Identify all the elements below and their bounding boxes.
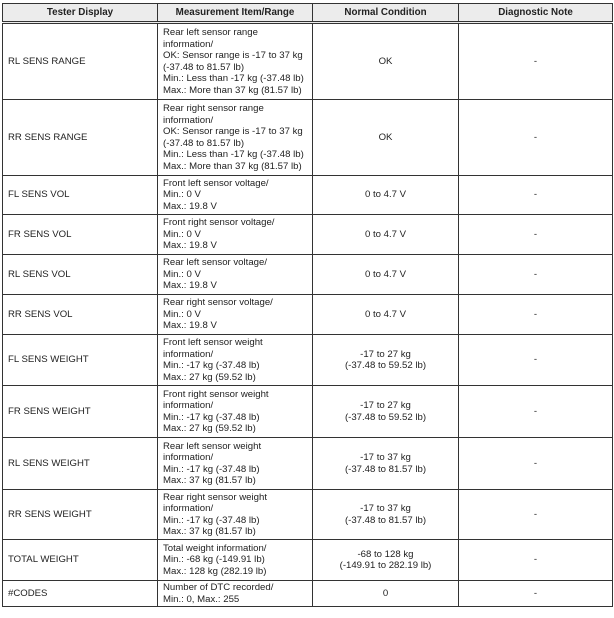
measurement-line: (-37.48 to 81.57 lb) [163,61,245,73]
normal-condition-cell [313,490,459,540]
tester-display-cell: RL SENS VOL [3,255,158,295]
measurement-line: Total weight information/ [163,542,267,554]
measurement-line: Front left sensor voltage/ [163,177,269,189]
measurement-item-cell [158,23,313,100]
normal-condition-cell [313,215,459,255]
measurement-line: Max.: 19.8 V [163,240,217,252]
table-row [3,540,613,581]
measurement-line: Front left sensor weight [163,337,263,348]
normal-condition-cell [313,100,459,176]
measurement-item-cell [158,255,313,295]
table-row [3,295,613,335]
header-diagnostic-note: Diagnostic Note [459,4,613,23]
measurement-line: Min.: -17 kg (-37.48 lb) [163,360,260,371]
measurement-item-cell [158,100,313,176]
tester-display-cell: RL SENS RANGE [3,23,158,100]
measurement-item-cell [158,295,313,335]
measurement-line: Min.: -17 kg (-37.48 lb) [163,514,260,526]
measurement-line: Min.: 0, Max.: 255 [163,593,240,605]
measurement-line: Number of DTC recorded/ [163,582,274,593]
header-normal-condition: Normal Condition [313,4,459,23]
normal-condition-cell [313,176,459,215]
table-row [3,438,613,490]
diagnostic-note-cell: - [459,335,613,386]
tester-display-cell: FL SENS WEIGHT [3,335,158,386]
measurement-item-cell [158,215,313,255]
normal-condition-line: -17 to 37 kg [360,452,411,463]
measurement-item-cell [158,438,313,490]
measurement-line: Max.: More than 37 kg (81.57 lb) [163,84,302,96]
measurement-line: Max.: 19.8 V [163,200,217,212]
table-row [3,335,613,386]
measurement-line: Rear left sensor weight [163,440,262,452]
normal-condition-line: -17 to 37 kg [360,503,411,514]
normal-condition-line: (-37.48 to 81.57 lb) [344,463,427,475]
tester-display-cell: TOTAL WEIGHT [3,540,158,581]
measurement-line: Min.: -17 kg (-37.48 lb) [163,411,260,423]
tester-display-cell: RL SENS WEIGHT [3,438,158,490]
table-header-row [3,4,613,23]
normal-condition-line: 0 to 4.7 V [364,308,407,320]
normal-condition-cell [313,581,459,607]
tester-display-cell: RR SENS RANGE [3,100,158,176]
tester-display-cell: FR SENS WEIGHT [3,386,158,438]
measurement-line: information/ [163,400,214,411]
normal-condition-line: -17 to 27 kg [360,400,411,411]
table-row [3,386,613,438]
normal-condition-cell [313,23,459,100]
measurement-line: Max.: 37 kg (81.57 lb) [163,526,256,537]
header-tester-display: Tester Display [3,4,158,23]
diagnostic-note-cell: - [459,255,613,295]
normal-condition-line: -68 to 128 kg [357,548,414,560]
measurement-line: Min.: 0 V [163,308,201,320]
measurement-line: Rear right sensor range [163,103,264,114]
measurement-line: Max.: 128 kg (282.19 lb) [163,565,267,577]
measurement-line: Min.: Less than -17 kg (-37.48 lb) [163,73,304,84]
measurement-line: (-37.48 to 81.57 lb) [163,137,245,149]
normal-condition-line: 0 to 4.7 V [364,228,407,240]
measurement-line: Rear left sensor range [163,27,258,38]
tester-display-cell: FR SENS VOL [3,215,158,255]
tester-display-cell: #CODES [3,581,158,607]
measurement-line: Max.: 27 kg (59.52 lb) [163,371,256,383]
diagnostic-note-cell: - [459,490,613,540]
measurement-line: Front right sensor voltage/ [163,217,275,229]
normal-condition-line: OK [378,131,393,143]
normal-condition-line: (-37.48 to 59.52 lb) [344,360,427,371]
diagnostic-note-cell: - [459,438,613,490]
measurement-line: information/ [163,452,214,463]
measurement-line: Rear right sensor weight [163,491,267,503]
measurement-line: Min.: -17 kg (-37.48 lb) [163,463,260,475]
normal-condition-line: (-37.48 to 81.57 lb) [344,514,427,526]
measurement-item-cell [158,176,313,215]
measurement-line: Max.: More than 37 kg (81.57 lb) [163,160,302,172]
measurement-line: Max.: 19.8 V [163,280,217,292]
normal-condition-line: 0 to 4.7 V [364,268,407,280]
measurement-line: Min.: 0 V [163,268,201,280]
table-row [3,176,613,215]
normal-condition-cell [313,255,459,295]
diagnostic-note-cell: - [459,215,613,255]
normal-condition-line: (-149.91 to 282.19 lb) [339,560,432,571]
measurement-line: Min.: 0 V [163,189,201,201]
measurement-item-cell [158,540,313,581]
diagnostic-note-cell: - [459,295,613,335]
measurement-line: Min.: 0 V [163,228,201,240]
normal-condition-line: OK [378,55,393,67]
tester-display-cell: RR SENS WEIGHT [3,490,158,540]
normal-condition-cell [313,335,459,386]
normal-condition-line: (-37.48 to 59.52 lb) [344,411,427,423]
diagnostic-note-cell: - [459,100,613,176]
measurement-line: OK: Sensor range is -17 to 37 kg [163,126,303,137]
measurement-line: information/ [163,38,214,50]
normal-condition-cell [313,438,459,490]
table-row [3,490,613,540]
measurement-line: OK: Sensor range is -17 to 37 kg [163,50,303,61]
diagnostic-note-cell: - [459,581,613,607]
table-row [3,255,613,295]
diagnostic-note-cell: - [459,176,613,215]
measurement-line: Front right sensor weight [163,388,269,400]
normal-condition-line: -17 to 27 kg [360,348,411,360]
measurement-line: information/ [163,348,214,360]
measurement-item-cell [158,335,313,386]
measurement-line: Rear left sensor voltage/ [163,257,267,269]
diagnostic-note-cell: - [459,540,613,581]
measurement-line: Max.: 27 kg (59.52 lb) [163,423,256,434]
measurement-line: Rear right sensor voltage/ [163,297,273,309]
measurement-line: information/ [163,503,214,514]
table-row [3,100,613,176]
normal-condition-cell [313,295,459,335]
table-row [3,581,613,607]
measurement-item-cell [158,490,313,540]
measurement-line: information/ [163,114,214,126]
tester-display-cell: FL SENS VOL [3,176,158,215]
measurement-line: Min.: -68 kg (-149.91 lb) [163,554,265,566]
measurement-line: Min.: Less than -17 kg (-37.48 lb) [163,149,304,160]
measurement-item-cell [158,386,313,438]
header-measurement-item: Measurement Item/Range [158,4,313,23]
normal-condition-line: 0 to 4.7 V [364,189,407,201]
table-body [3,23,613,607]
table-row [3,23,613,100]
table-row [3,215,613,255]
normal-condition-cell [313,386,459,438]
diagnostic-note-cell: - [459,23,613,100]
measurement-item-cell [158,581,313,607]
diagnostic-note-cell: - [459,386,613,438]
diagnostic-data-table [2,3,613,607]
measurement-line: Max.: 37 kg (81.57 lb) [163,475,256,486]
tester-display-cell: RR SENS VOL [3,295,158,335]
normal-condition-line: 0 [382,587,389,599]
normal-condition-cell [313,540,459,581]
measurement-line: Max.: 19.8 V [163,320,217,332]
